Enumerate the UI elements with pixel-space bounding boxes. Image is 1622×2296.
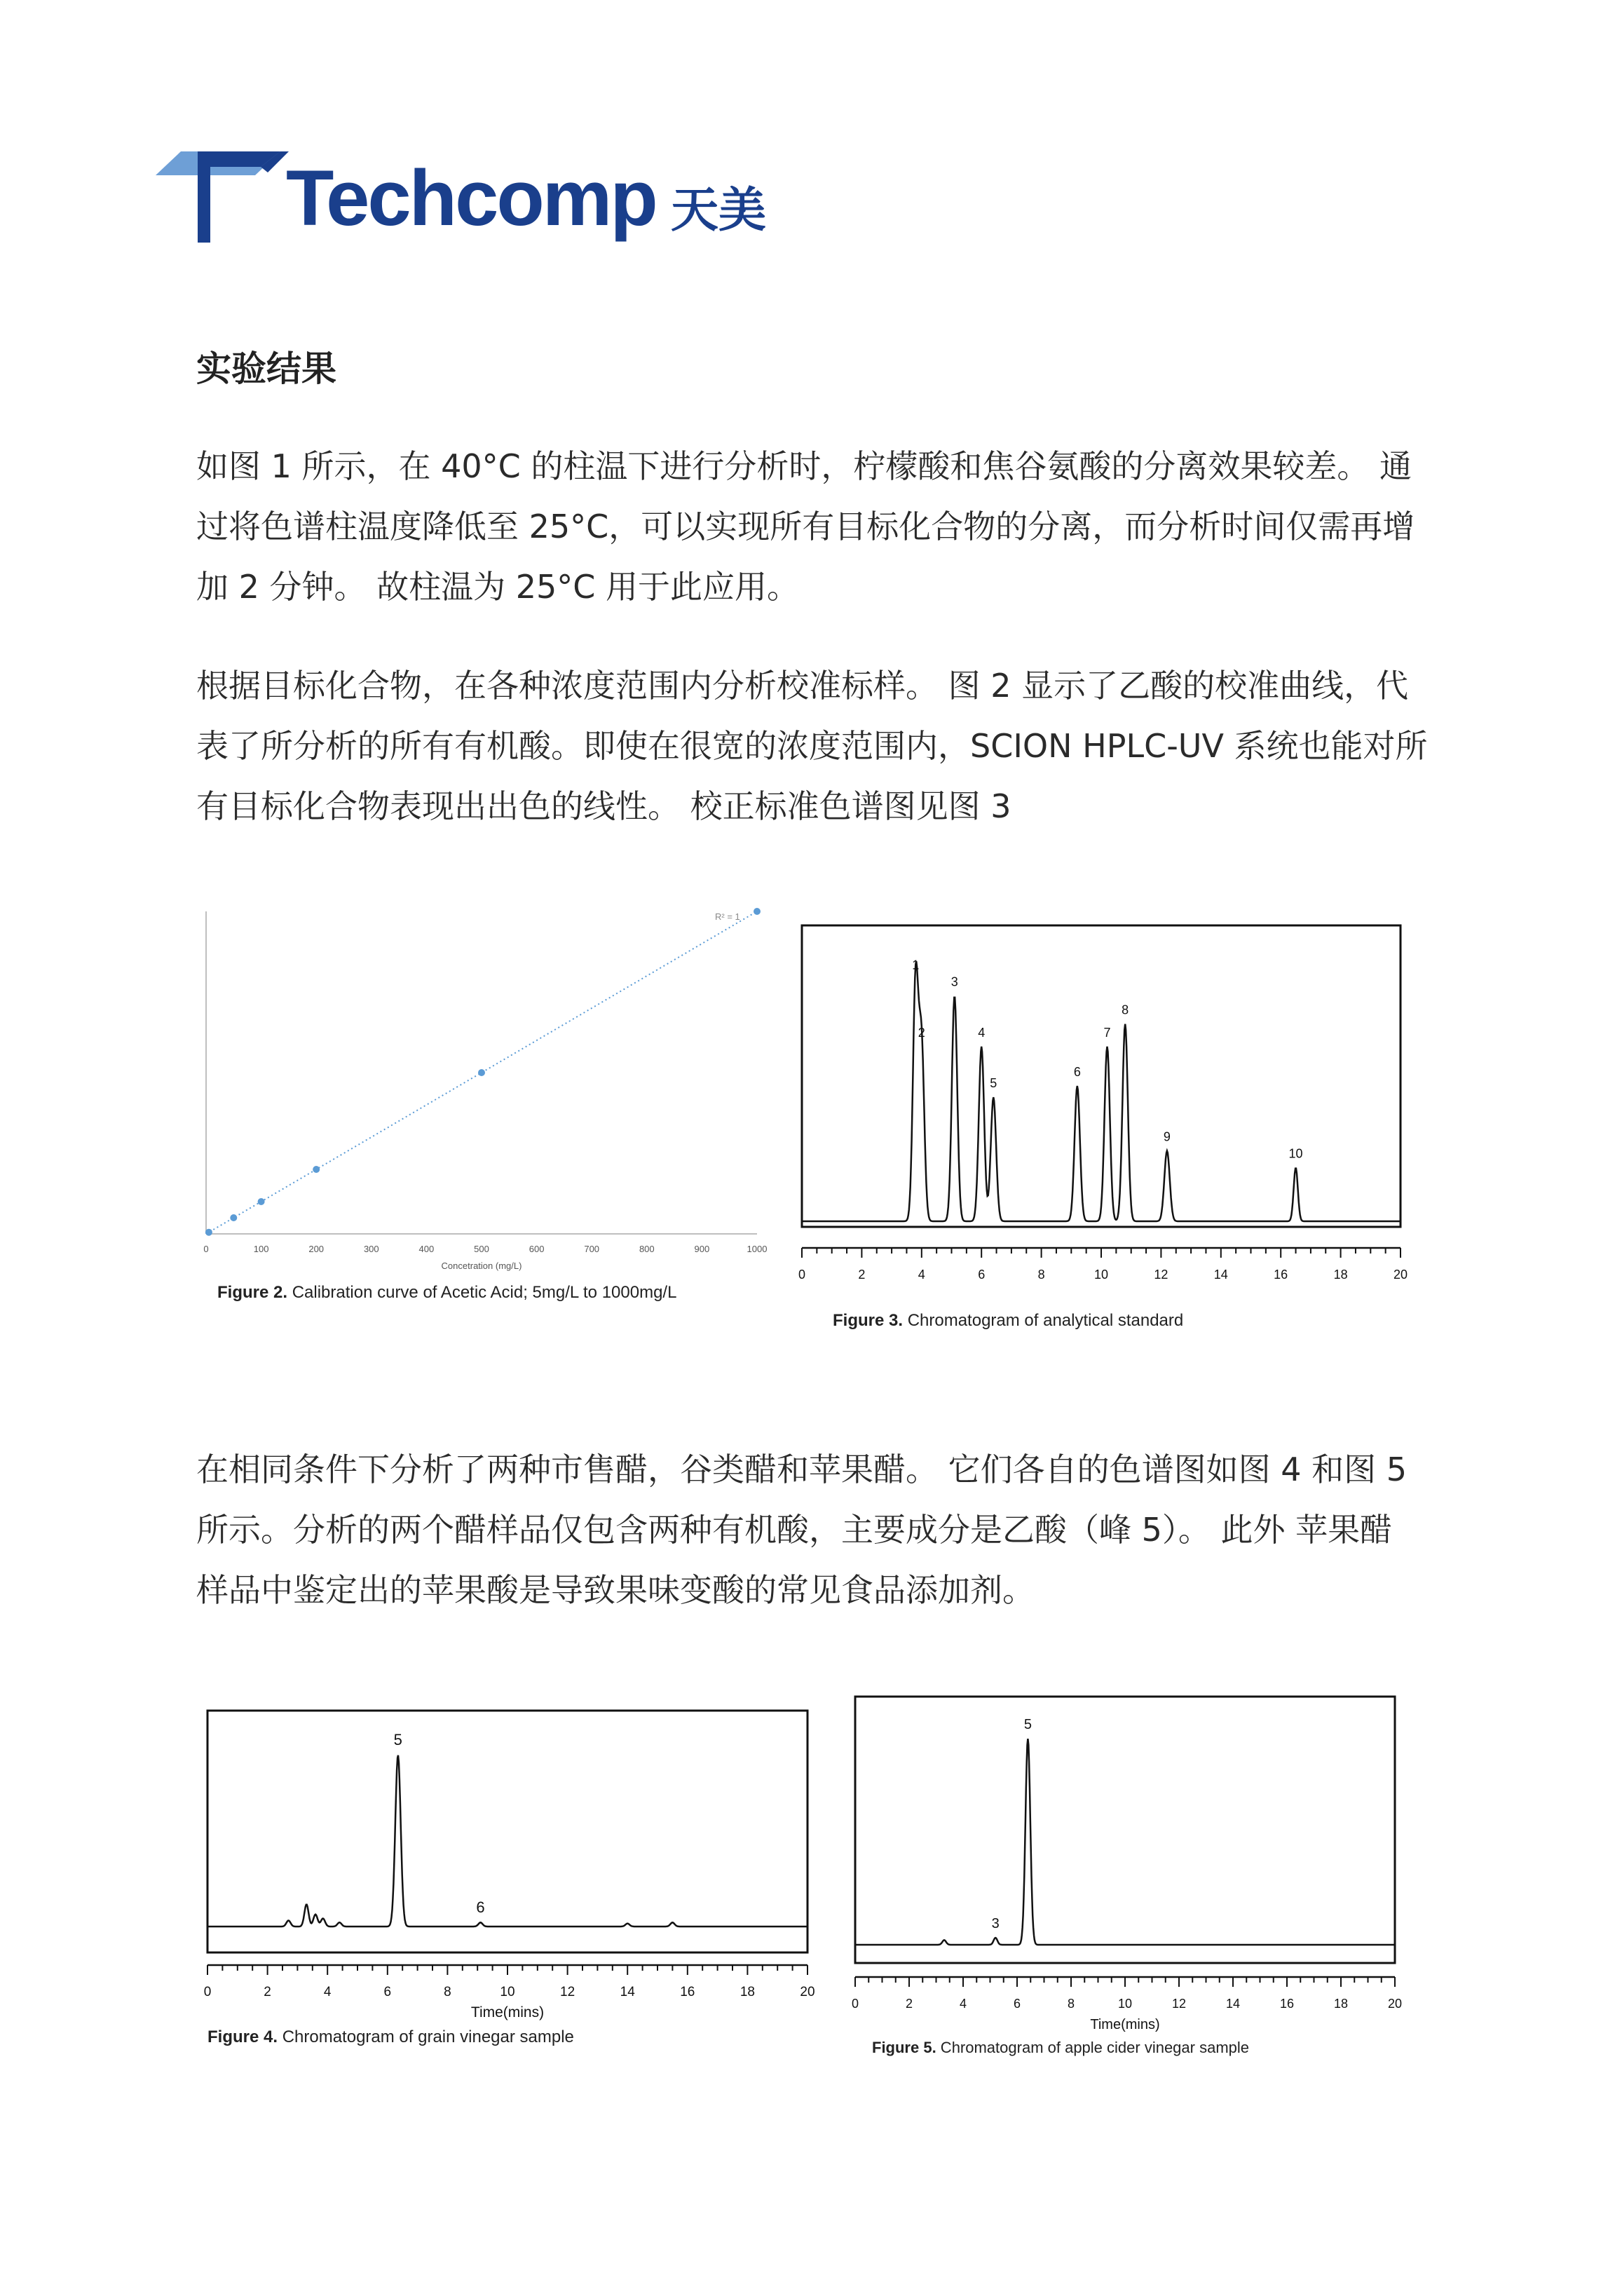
x-tick-label: 18 xyxy=(1333,1268,1348,1282)
x-axis-label: Concetration (mg/L) xyxy=(441,1261,522,1271)
x-tick-label: 200 xyxy=(308,1244,325,1254)
x-tick-label: 100 xyxy=(253,1244,269,1254)
figure-2-label: Figure 2. xyxy=(217,1283,288,1302)
x-tick-label: 16 xyxy=(1274,1268,1288,1282)
standard-chromatogram xyxy=(799,897,1430,1304)
x-tick-label: 10 xyxy=(1093,1268,1109,1282)
figure-4 xyxy=(196,1669,827,2068)
peak-label: 10 xyxy=(1288,1146,1303,1161)
peak-label: 8 xyxy=(1122,1003,1129,1017)
figure-4-caption xyxy=(207,2027,574,2047)
x-tick-label: 6 xyxy=(978,1268,986,1282)
paragraph-3-line: 样品中鉴定出的苹果酸是导致果味变酸的常见食品添加剂。 xyxy=(196,1571,1035,1609)
data-point xyxy=(754,908,761,915)
peak-label: 6 xyxy=(476,1898,485,1917)
x-tick-label: 1000 xyxy=(747,1244,768,1254)
x-tick-label: 0 xyxy=(798,1268,806,1282)
x-tick-label: 8 xyxy=(1037,1268,1045,1282)
paragraph-3-line: 所示。分析的两个醋样品仅包含两种有机酸，主要成分是乙酸（峰 5）。 此外 苹果醋 xyxy=(196,1511,1393,1549)
paragraph-2-line: 表了所分析的所有有机酸。即使在很宽的浓度范围内，SCION HPLC-UV 系统也能对所 xyxy=(196,727,1428,765)
x-tick-label: 12 xyxy=(1171,1997,1187,2011)
paragraph-1-line: 加 2 分钟。 故柱温为 25°C 用于此应用。 xyxy=(196,568,800,606)
figure-5-text: Chromatogram of apple cider vinegar sample xyxy=(936,2039,1250,2056)
x-tick-label: 400 xyxy=(418,1244,435,1254)
paragraph-2 xyxy=(196,655,1428,836)
peak-label: 9 xyxy=(1163,1129,1171,1144)
x-tick-label: 2 xyxy=(905,1997,913,2011)
x-tick-label: 20 xyxy=(800,1985,815,1999)
figure-3-caption xyxy=(833,1311,1183,1331)
x-tick-label: 16 xyxy=(680,1985,695,1999)
data-point xyxy=(205,1229,212,1236)
figure-5-caption xyxy=(872,2039,1249,2057)
chromatogram-trace xyxy=(207,1755,807,1927)
x-tick-label: 4 xyxy=(323,1985,332,1999)
grain-vinegar-chromatogram xyxy=(196,1669,827,2019)
peak-label: 5 xyxy=(1023,1717,1032,1733)
peak-label: 3 xyxy=(991,1915,1000,1931)
peak-label: 6 xyxy=(1073,1065,1081,1080)
x-tick-label: 600 xyxy=(529,1244,545,1254)
plot-frame xyxy=(207,1711,807,1952)
x-tick-label: 6 xyxy=(383,1985,392,1999)
x-tick-label: 10 xyxy=(1117,1997,1133,2011)
calibration-chart xyxy=(196,897,785,1290)
data-point xyxy=(478,1069,485,1076)
plot-frame xyxy=(855,1697,1395,1963)
x-axis-label: Time(mins) xyxy=(1090,2017,1160,2032)
peak-label: 1 xyxy=(912,958,920,972)
x-axis-label: Time(mins) xyxy=(470,2004,545,2020)
x-tick-label: 500 xyxy=(474,1244,489,1254)
x-tick-label: 2 xyxy=(264,1985,271,1999)
figure-4-label: Figure 4. xyxy=(207,2027,278,2046)
peak-label: 5 xyxy=(990,1076,997,1091)
x-tick-label: 4 xyxy=(959,1997,967,2011)
x-tick-label: 18 xyxy=(1333,1997,1349,2011)
x-tick-label: 12 xyxy=(560,1985,575,1999)
x-tick-label: 10 xyxy=(500,1985,515,1999)
logo-brand-text: Techcomp xyxy=(286,154,656,242)
x-tick-label: 700 xyxy=(584,1244,600,1254)
chromatogram-trace xyxy=(855,1739,1395,1945)
x-tick-label: 2 xyxy=(858,1268,866,1282)
figure-5 xyxy=(841,1655,1430,2075)
peak-label: 5 xyxy=(393,1731,402,1749)
x-tick-label: 8 xyxy=(444,1985,451,1999)
x-tick-label: 16 xyxy=(1279,1997,1295,2011)
section-heading: 实验结果 xyxy=(196,348,336,389)
x-tick-label: 14 xyxy=(1213,1268,1228,1282)
chromatogram-trace xyxy=(802,961,1400,1221)
peak-label: 7 xyxy=(1103,1025,1111,1040)
apple-cider-vinegar-chromatogram xyxy=(841,1655,1430,2033)
figure-3-label: Figure 3. xyxy=(833,1311,904,1330)
x-tick-label: 900 xyxy=(694,1244,710,1254)
logo-t-icon xyxy=(156,151,289,243)
x-tick-label: 6 xyxy=(1013,1997,1021,2011)
x-tick-label: 800 xyxy=(639,1244,655,1254)
data-point xyxy=(258,1198,265,1205)
paragraph-2-line: 根据目标化合物，在各种浓度范围内分析校准标样。 图 2 显示了乙酸的校准曲线，代 xyxy=(196,667,1409,705)
x-tick-label: 14 xyxy=(620,1985,635,1999)
paragraph-1-line: 如图 1 所示，在 40°C 的柱温下进行分析时，柠檬酸和焦谷氨酸的分离效果较差。 通 xyxy=(196,447,1412,485)
paragraph-2-line: 有目标化合物表现出出色的线性。 校正标准色谱图见图 3 xyxy=(196,787,1011,825)
x-tick-label: 20 xyxy=(1387,1997,1403,2011)
r-squared-annotation: R² = 1 xyxy=(715,911,740,922)
peak-label: 3 xyxy=(950,974,958,989)
figure-2 xyxy=(196,897,785,1318)
peak-label: 2 xyxy=(918,1025,925,1040)
logo-brand-cn: 天美 xyxy=(671,183,767,238)
paragraph-3-line: 在相同条件下分析了两种市售醋，谷类醋和苹果醋。 它们各自的色谱图如图 4 和图 5 xyxy=(196,1451,1408,1488)
x-tick-label: 0 xyxy=(203,1985,212,1999)
data-point xyxy=(313,1166,320,1173)
figure-4-text: Chromatogram of grain vinegar sample xyxy=(278,2027,574,2046)
figure-5-label: Figure 5. xyxy=(872,2039,936,2056)
techcomp-logo xyxy=(156,151,772,243)
figure-2-text: Calibration curve of Acetic Acid; 5mg/L to 1000mg/L xyxy=(287,1283,677,1302)
figure-2-caption xyxy=(217,1283,676,1303)
x-tick-label: 18 xyxy=(740,1985,755,1999)
x-tick-label: 14 xyxy=(1225,1997,1241,2011)
x-tick-label: 300 xyxy=(363,1244,379,1254)
plot-frame xyxy=(802,925,1400,1227)
data-point xyxy=(230,1214,237,1221)
x-tick-label: 20 xyxy=(1393,1268,1408,1282)
x-tick-label: 4 xyxy=(918,1268,925,1282)
paragraph-3 xyxy=(196,1439,1407,1620)
paragraph-1 xyxy=(196,436,1415,617)
peak-label: 4 xyxy=(978,1025,986,1040)
paragraph-1-line: 过将色谱柱温度降低至 25°C，可以实现所有目标化合物的分离，而分析时间仅需再增 xyxy=(196,508,1415,545)
x-tick-label: 12 xyxy=(1154,1268,1168,1282)
x-tick-label: 0 xyxy=(851,1997,859,2011)
x-tick-label: 0 xyxy=(203,1244,209,1254)
x-tick-label: 8 xyxy=(1067,1997,1075,2011)
figure-3-text: Chromatogram of analytical standard xyxy=(903,1311,1184,1330)
figure-3 xyxy=(799,897,1430,1346)
